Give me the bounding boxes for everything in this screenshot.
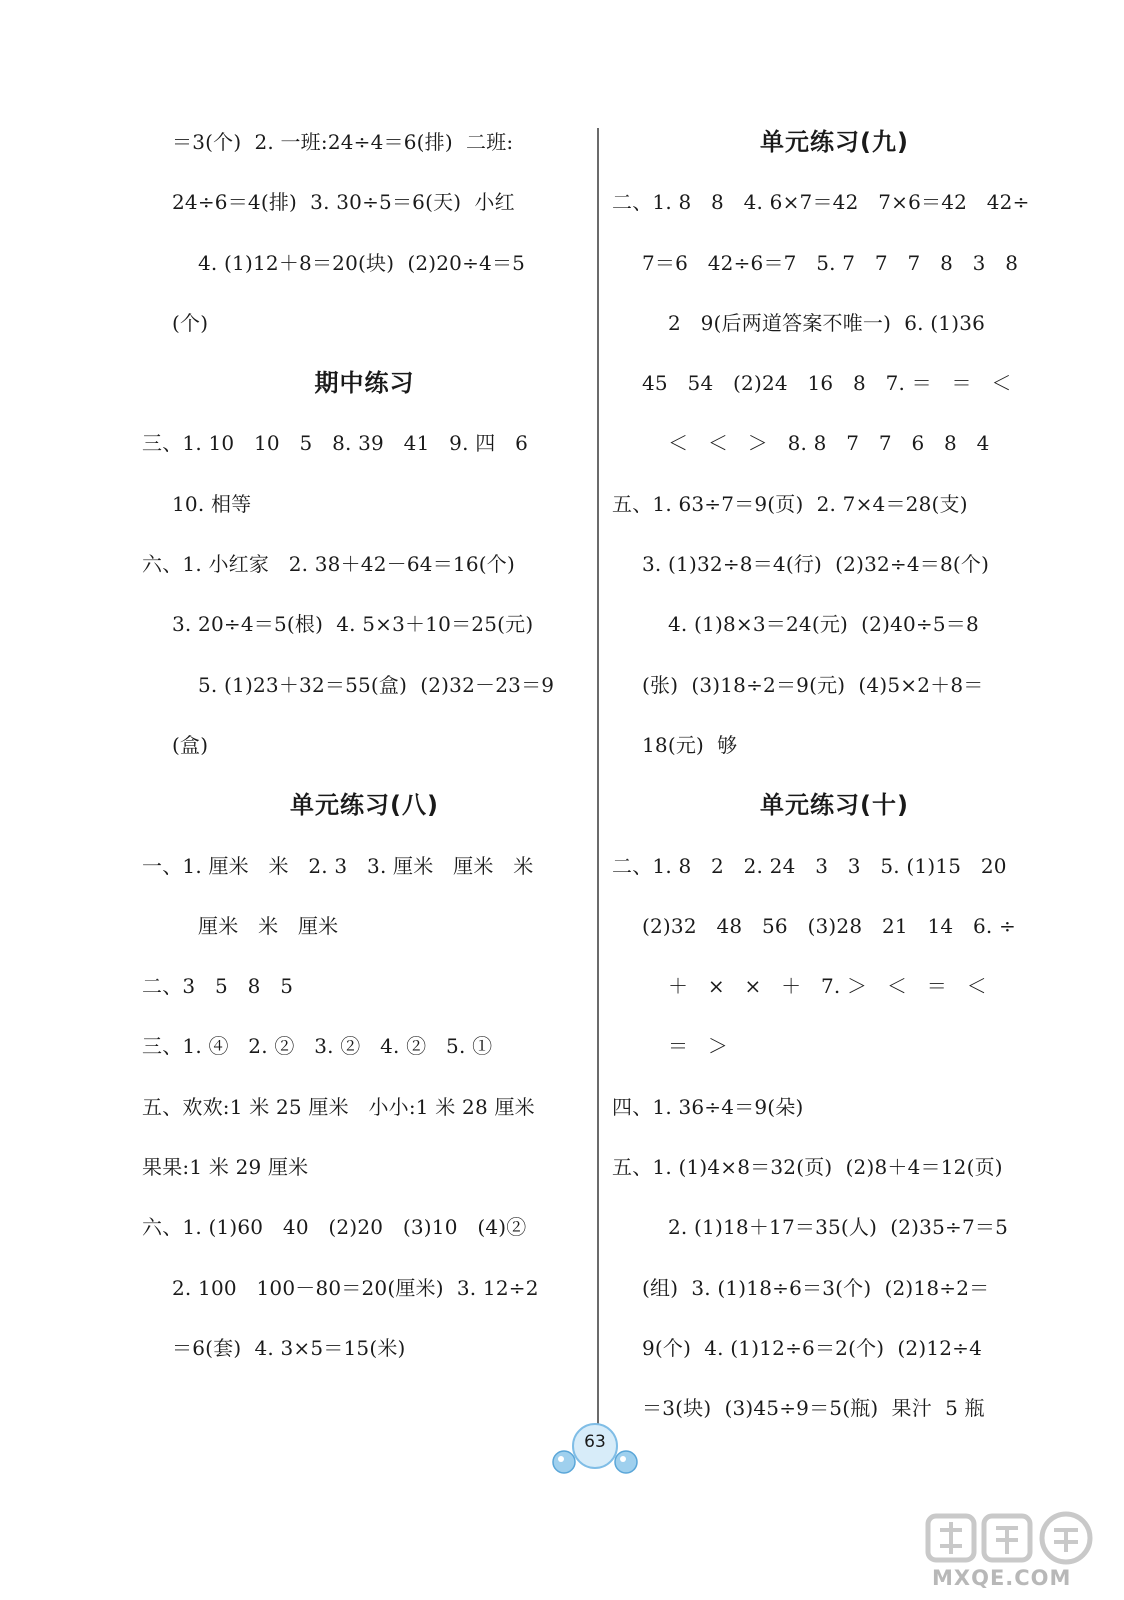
answer-line: 4. (1)8×3＝24(元) (2)40÷5＝8 [668, 612, 979, 637]
watermark-logo-icon [920, 1508, 1110, 1568]
answer-line: (2)32 48 56 (3)28 21 14 6. ÷ [642, 913, 1016, 938]
page-number: 63 [584, 1432, 606, 1452]
section-heading: 单元练习(八) [290, 791, 439, 820]
section-heading: 单元练习(九) [760, 128, 909, 156]
answer-line: (组) 3. (1)18÷6＝3(个) (2)18÷2＝ [642, 1275, 990, 1300]
answer-line: 2. (1)18＋17＝35(人) (2)35÷7＝5 [668, 1215, 1009, 1240]
answer-line: 7＝6 42÷6＝7 5. 7 7 7 8 3 8 [642, 250, 1019, 275]
answer-line: 五、1. (1)4×8＝32(页) (2)8＋4＝12(页) [612, 1155, 1003, 1180]
answer-line: ＝3(块) (3)45÷9＝5(瓶) 果汁 5 瓶 [642, 1396, 985, 1421]
answer-line: 五、欢欢:1 米 25 厘米 小小:1 米 28 厘米 [142, 1094, 535, 1119]
answer-line: 二、3 5 8 5 [142, 974, 294, 999]
answer-line: 3. 20÷4＝5(根) 4. 5×3＋10＝25(元) [172, 612, 534, 637]
answer-line: 2 9(后两道答案不唯一) 6. (1)36 [668, 310, 986, 335]
left-column [142, 112, 587, 1378]
answer-line: 二、1. 8 2 2. 24 3 3 5. (1)15 20 [612, 853, 1007, 878]
answer-line: 六、1. (1)60 40 (2)20 (3)10 (4)② [142, 1215, 527, 1240]
answer-line: (盒) [172, 732, 209, 757]
answer-line: 果果:1 米 29 厘米 [142, 1155, 309, 1180]
answer-line: 18(元) 够 [642, 732, 738, 757]
answer-line: ＝ ＞ [668, 1034, 729, 1059]
section-heading: 期中练习 [314, 369, 415, 398]
answer-line: ＋ × × ＋ 7. ＞ ＜ ＝ ＜ [668, 974, 987, 999]
page-number-badge [550, 1418, 640, 1480]
section-heading: 单元练习(十) [760, 791, 909, 820]
answer-line: 四、1. 36÷4＝9(朵) [612, 1094, 804, 1119]
answer-line: 5. (1)23＋32＝55(盒) (2)32－23＝9 [198, 672, 555, 697]
answer-line: 9(个) 4. (1)12÷6＝2(个) (2)12÷4 [642, 1335, 983, 1360]
answer-line: 45 54 (2)24 16 8 7. ＝ ＝ ＜ [642, 371, 1012, 396]
answer-line: 4. (1)12＋8＝20(块) (2)20÷4＝5 [198, 250, 526, 275]
answer-line: (张) (3)18÷2＝9(元) (4)5×2＋8＝ [642, 672, 984, 697]
answer-line: 三、1. ④ 2. ② 3. ② 4. ② 5. ① [142, 1034, 493, 1059]
answer-line: 二、1. 8 8 4. 6×7＝42 7×6＝42 42÷ [612, 190, 1030, 215]
answer-line: 三、1. 10 10 5 8. 39 41 9. 四 6 [142, 431, 528, 456]
watermark-text: MXQE.COM [932, 1566, 1072, 1590]
answer-line: 24÷6＝4(排) 3. 30÷5＝6(天) 小红 [172, 190, 515, 215]
right-column [612, 112, 1057, 1439]
answer-line: ＝3(个) 2. 一班:24÷4＝6(排) 二班: [172, 130, 514, 154]
answer-line: 厘米 米 厘米 [198, 913, 339, 938]
answer-line: 10. 相等 [172, 491, 252, 516]
answer-line: ＜ ＜ ＞ 8. 8 7 7 6 8 4 [668, 431, 990, 456]
answer-line: 一、1. 厘米 米 2. 3 3. 厘米 厘米 米 [142, 853, 534, 878]
answer-line: 2. 100 100－80＝20(厘米) 3. 12÷2 [172, 1275, 539, 1300]
watermark [920, 1508, 1110, 1598]
answer-line: (个) [172, 310, 209, 335]
answer-line: ＝6(套) 4. 3×5＝15(米) [172, 1335, 406, 1360]
answer-line: 六、1. 小红家 2. 38＋42－64＝16(个) [142, 552, 515, 577]
answer-line: 3. (1)32÷8＝4(行) (2)32÷4＝8(个) [642, 552, 990, 577]
answer-line: 五、1. 63÷7＝9(页) 2. 7×4＝28(支) [612, 491, 968, 516]
column-divider [597, 128, 599, 1430]
